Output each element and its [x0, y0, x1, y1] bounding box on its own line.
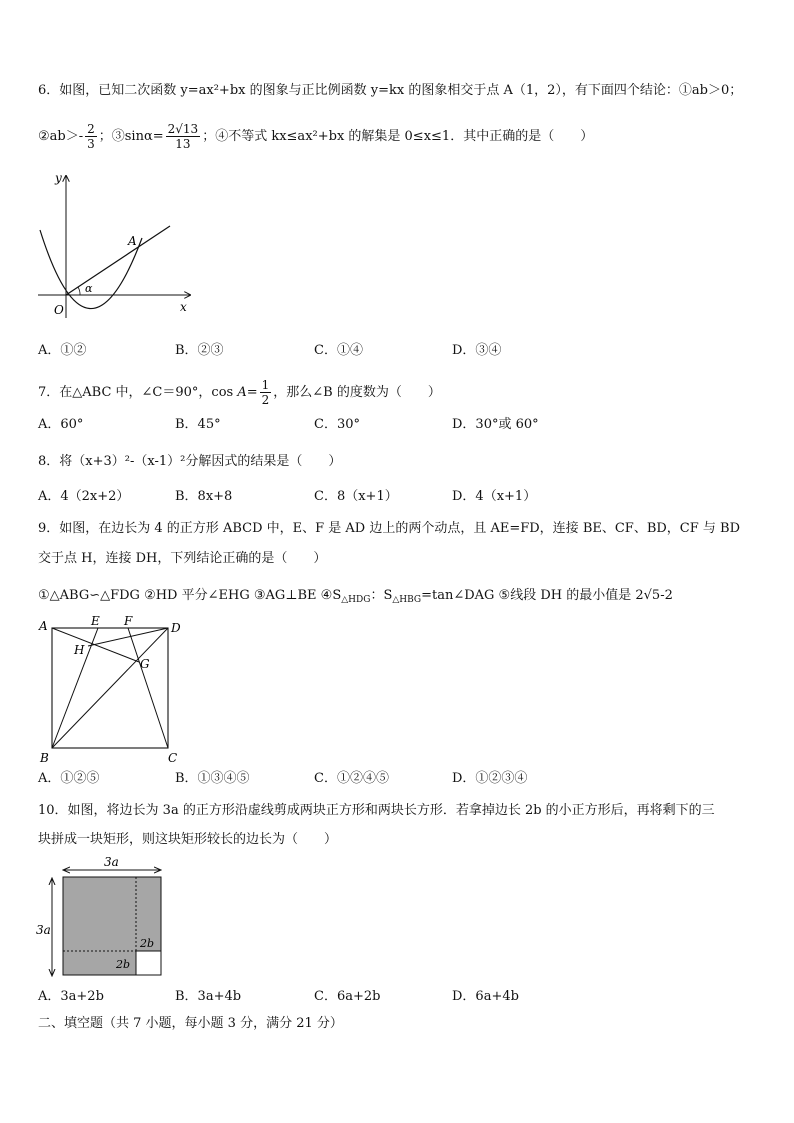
- q10-option-a: A．3a+2b: [38, 989, 104, 1004]
- q6-label-o: O: [54, 303, 64, 317]
- q9-option-a: A．①②⑤: [38, 771, 100, 786]
- q9-label-d: D: [171, 621, 181, 635]
- q10-label-top: 3a: [104, 855, 119, 869]
- q10-label-left: 3a: [36, 923, 51, 937]
- q9-label-c: C: [168, 751, 178, 765]
- q8-option-b: B．8x+8: [175, 489, 233, 504]
- q10-label-inner1: 2b: [140, 937, 155, 950]
- q6-parabola: [40, 230, 142, 309]
- q9-option-b: B．①③④⑤: [175, 771, 250, 786]
- q6-line1: 6．如图，已知二次函数 y=ax²+bx 的图象与正比例函数 y=kx 的图象相交于点 A（1，2），有下面四个结论：①ab＞0；: [38, 83, 743, 98]
- q9-label-h: H: [74, 643, 85, 657]
- q6-label-x: x: [180, 300, 187, 314]
- q6-label-alpha: α: [85, 282, 93, 295]
- q9-label-g: G: [140, 657, 150, 671]
- q9-line2: 交于点 H，连接 DH，下列结论正确的是（ ）: [38, 551, 327, 566]
- q10-label-inner2: 2b: [116, 958, 131, 971]
- q6-conclusion4: ；④不等式 kx≤ax²+bx 的解集是 0≤x≤1．其中正确的是（ ）: [202, 129, 594, 144]
- q6-conclusion2: ②ab＞-: [38, 129, 84, 144]
- q10-option-b: B．3a+4b: [175, 989, 242, 1004]
- q10-removed-square: [136, 951, 161, 975]
- q6-option-a: A．①②: [38, 343, 87, 358]
- q8-option-a: A．4（2x+2）: [38, 489, 130, 504]
- q9-segment-bd: [52, 628, 168, 748]
- q9-segment-dh: [88, 628, 168, 646]
- q7-option-d: D．30°或 60°: [452, 417, 539, 432]
- q6-angle-arc: [78, 287, 80, 295]
- q10-line1: 10．如图，将边长为 3a 的正方形沿虚线剪成两块正方形和两块长方形．若拿掉边长 2b 的小正方形后，再将剩下的三: [38, 803, 715, 818]
- q9-line1: 9．如图，在边长为 4 的正方形 ABCD 中，E、F 是 AD 边上的两个动点，且 AE=FD，连接 BE、CF、BD，CF 与 BD: [38, 521, 741, 536]
- q7-option-c: C．30°: [314, 417, 360, 432]
- q8-stem: 8．将（x+3）²-（x-1）²分解因式的结果是（ ）: [38, 454, 342, 469]
- q6-conclusion3: ；③sinα=: [98, 129, 164, 144]
- q6-fraction-sin: $\frac{2√13}{13}$: [167, 122, 199, 151]
- q7-fraction: $\frac{1}{2}$: [261, 378, 270, 407]
- q6-figure: [30, 168, 200, 323]
- q7-option-a: A．60°: [38, 417, 84, 432]
- q6-option-b: B．②③: [175, 343, 224, 358]
- q9-label-b: B: [40, 751, 49, 765]
- q10-line2: 块拼成一块矩形，则这块矩形较长的边长为（ ）: [38, 832, 338, 847]
- q8-option-c: C．8（x+1）: [314, 489, 398, 504]
- q6-line-kx: [66, 226, 170, 295]
- q10-option-d: D．6a+4b: [452, 989, 519, 1004]
- q10-figure: [32, 852, 172, 982]
- q9-segment-ag: [52, 628, 139, 662]
- q6-label-y: y: [55, 171, 62, 185]
- q9-label-f: F: [124, 614, 133, 628]
- q9-segment-cf: [128, 628, 168, 748]
- q6-fraction-2-3: $\frac{2}{3}$: [87, 122, 95, 151]
- q9-label-e: E: [91, 614, 100, 628]
- q7-option-b: B．45°: [175, 417, 221, 432]
- q10-option-c: C．6a+2b: [314, 989, 381, 1004]
- section-2-heading: 二、填空题（共 7 小题，每小题 3 分，满分 21 分）: [38, 1016, 343, 1031]
- q9-figure: [34, 612, 194, 768]
- q6-line2: [38, 122, 593, 151]
- q6-label-a: A: [128, 234, 137, 248]
- q9-option-c: C．①②④⑤: [314, 771, 389, 786]
- q8-option-d: D．4（x+1）: [452, 489, 537, 504]
- q9-option-d: D．①②③④: [452, 771, 528, 786]
- q6-option-c: C．①④: [314, 343, 363, 358]
- q7-stem: 7．在△ABC 中，∠C＝90°，cos A= $\frac{1}{2}$ ，那么∠B 的度数为（ ）: [38, 378, 441, 407]
- q9-label-a: A: [39, 619, 48, 633]
- q6-option-d: D．③④: [452, 343, 502, 358]
- q9-line3: ①△ABG∽△FDG ②HD 平分∠EHG ③AG⊥BE $④S_{\triangle HDG}$：$S_{\triangle HBG}=\tan\angle DAG$ ⑤线段 DH 的最小值是 2√5-2: [38, 588, 673, 605]
